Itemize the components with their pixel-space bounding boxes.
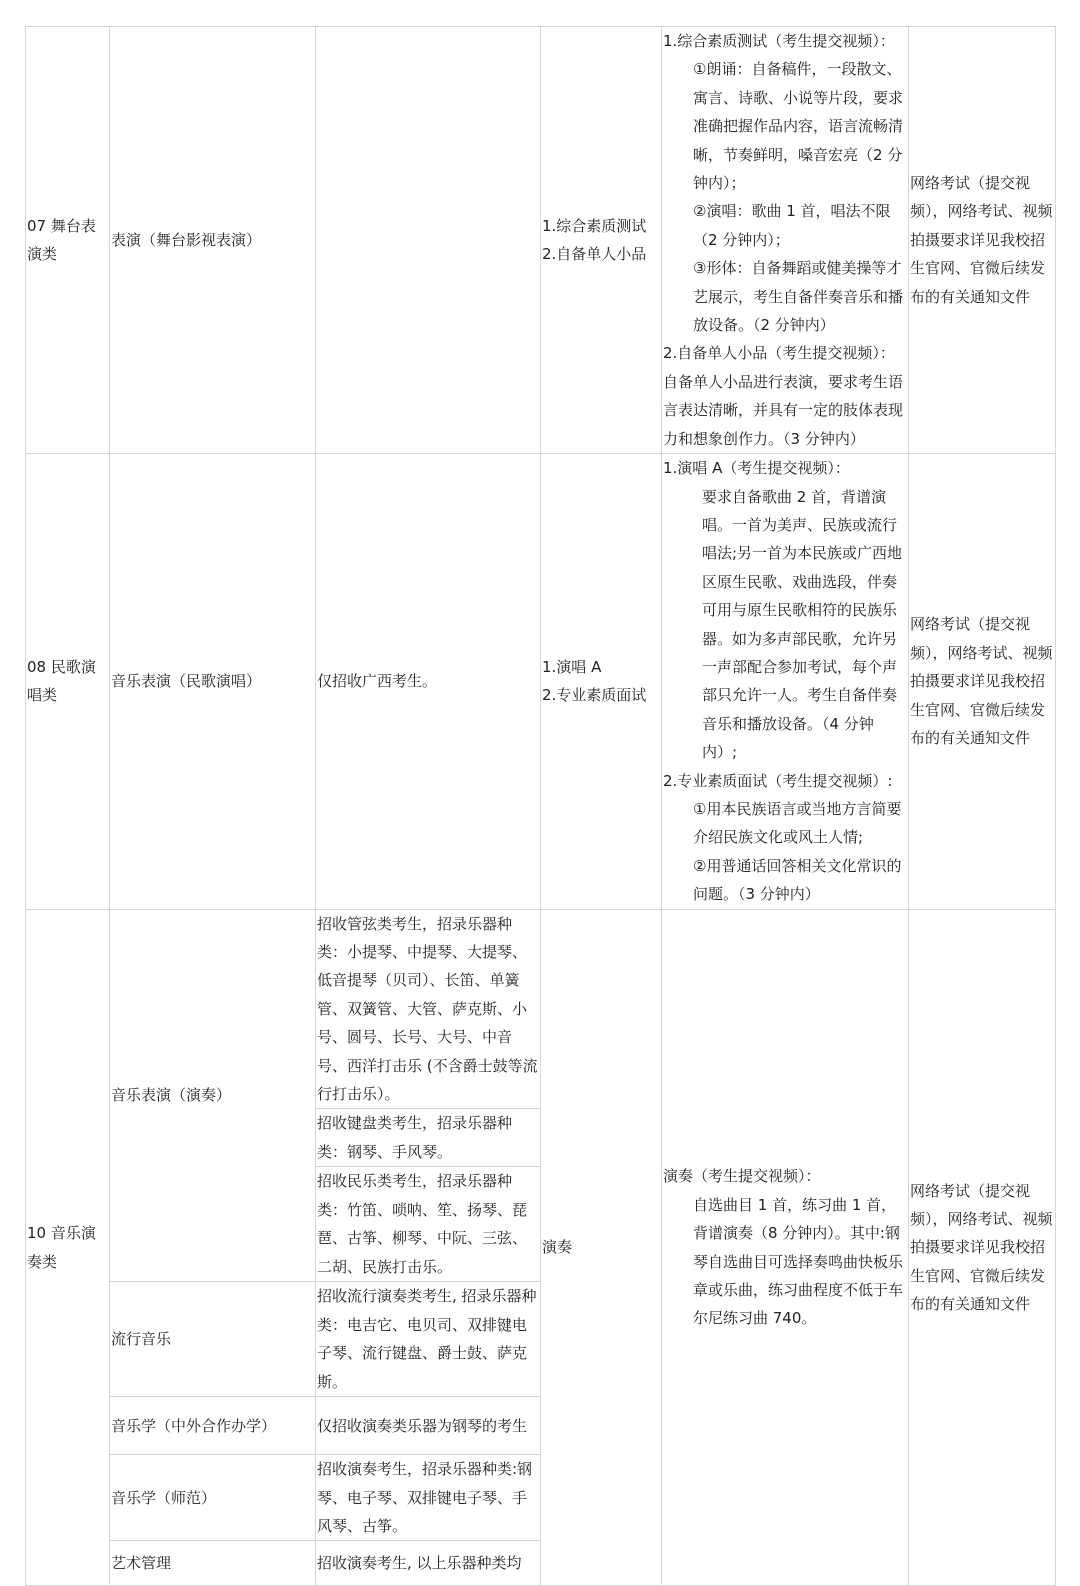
content-line: ①用本民族语言或当地方言简要介绍民族文化或风土人情; [693,799,902,847]
note-cell [316,27,541,454]
subject-item: 2.自备单人小品 [542,245,647,264]
content-cell [662,454,909,910]
content-line: 自选曲目 1 首，练习曲 1 首，背谱演奏（8 分钟内）。其中:钢琴自选曲目可选择奏鸣曲快板乐章或乐曲，练习曲程度不低于车尔尼练习曲 740。 [693,1195,904,1328]
admission-table [25,26,1056,1586]
content-cell [662,909,909,1586]
subject-item: 2.专业素质面试 [542,686,647,705]
content-line: 1.演唱 A（考生提交视频）： [663,459,850,478]
major-cell: 音乐学（中外合作办学） [110,1397,316,1455]
content-line: ①朗诵：自备稿件，一段散文、寓言、诗歌、小说等片段，要求准确把握作品内容，语言流畅清晰，节奏鲜明，嗓音宏亮（2 分钟内）； [693,60,904,193]
note-cell: 招收演奏考生, 以上乐器种类均 [316,1541,541,1586]
note-cell: 招收键盘类考生，招录乐器种类：钢琴、手风琴。 [316,1109,541,1167]
note-cell: 招收演奏考生，招录乐器种类:钢琴、电子琴、双排键电子琴、手风琴、古筝。 [316,1455,541,1541]
note-cell: 招收流行演奏类考生, 招录乐器种类：电吉它、电贝司、双排键电子琴、流行键盘、爵士鼓、萨克斯。 [316,1282,541,1397]
table-row [26,909,1056,1109]
major-cell: 流行音乐 [110,1282,316,1397]
exam-form-cell: 网络考试（提交视频），网络考试、视频拍摄要求详见我校招生官网、官微后续发布的有关通知文件 [909,27,1056,454]
major-cell: 艺术管理 [110,1541,316,1586]
exam-form-cell: 网络考试（提交视频），网络考试、视频拍摄要求详见我校招生官网、官微后续发布的有关通知文件 [909,454,1056,910]
table-row [26,454,1056,910]
subjects-cell: 演奏 [541,909,662,1586]
subject-item: 1.演唱 A [542,657,602,676]
content-line: ②演唱：歌曲 1 首，唱法不限（2 分钟内）； [693,202,891,249]
subjects-cell [541,454,662,910]
content-line: 要求自备歌曲 2 首，背谱演唱。一首为美声、民族或流行唱法;另一首为本民族或广西地区原生民歌、戏曲选段，伴奏可用与原生民歌相符的民族乐器。如为多声部民歌，允许另一声部配合参加考试，每个声部只允许一人。考生自备伴奏音乐和播放设备。（4 分钟内）; [702,487,903,762]
major-cell: 音乐学（师范） [110,1455,316,1541]
note-cell: 招收民乐类考生，招录乐器种类：竹笛、唢呐、笙、扬琴、琵琶、古筝、柳琴、中阮、三弦、二胡、民族打击乐。 [316,1167,541,1282]
subject-item: 1.综合素质测试 [542,216,647,235]
category-cell: 08 民歌演唱类 [26,454,110,910]
content-line: 2.自备单人小品（考生提交视频）：自备单人小品进行表演，要求考生语言表达清晰，并具有一定的肢体表现力和想象创作力。（3 分钟内） [663,344,904,448]
subjects-cell [541,27,662,454]
table-row [26,27,1056,454]
content-line: ②用普通话回答相关文化常识的问题。（3 分钟内） [693,856,902,904]
major-cell: 音乐表演（演奏） [110,909,316,1282]
content-line: 2.专业素质面试（考生提交视频）: [663,771,893,790]
note-cell: 仅招收广西考生。 [316,454,541,910]
content-line: ③形体：自备舞蹈或健美操等才艺展示，考生自备伴奏音乐和播放设备。（2 分钟内） [693,259,904,335]
note-cell: 仅招收演奏类乐器为钢琴的考生 [316,1397,541,1455]
content-line: 演奏（考生提交视频）： [663,1167,821,1186]
content-line: 1.综合素质测试（考生提交视频）： [663,32,895,50]
category-cell: 07 舞台表演类 [26,27,110,454]
major-cell: 表演（舞台影视表演） [110,27,316,454]
category-cell: 10 音乐演奏类 [26,909,110,1586]
content-cell [662,27,909,454]
note-cell: 招收管弦类考生，招录乐器种类：小提琴、中提琴、大提琴、低音提琴（贝司）、长笛、单簧管、双簧管、大管、萨克斯、小号、圆号、长号、大号、中音号、西洋打击乐 (不含爵士鼓等流行打击乐）。 [316,909,541,1109]
exam-form-cell: 网络考试（提交视频），网络考试、视频拍摄要求详见我校招生官网、官微后续发布的有关通知文件 [909,909,1056,1586]
major-cell: 音乐表演（民歌演唱） [110,454,316,910]
